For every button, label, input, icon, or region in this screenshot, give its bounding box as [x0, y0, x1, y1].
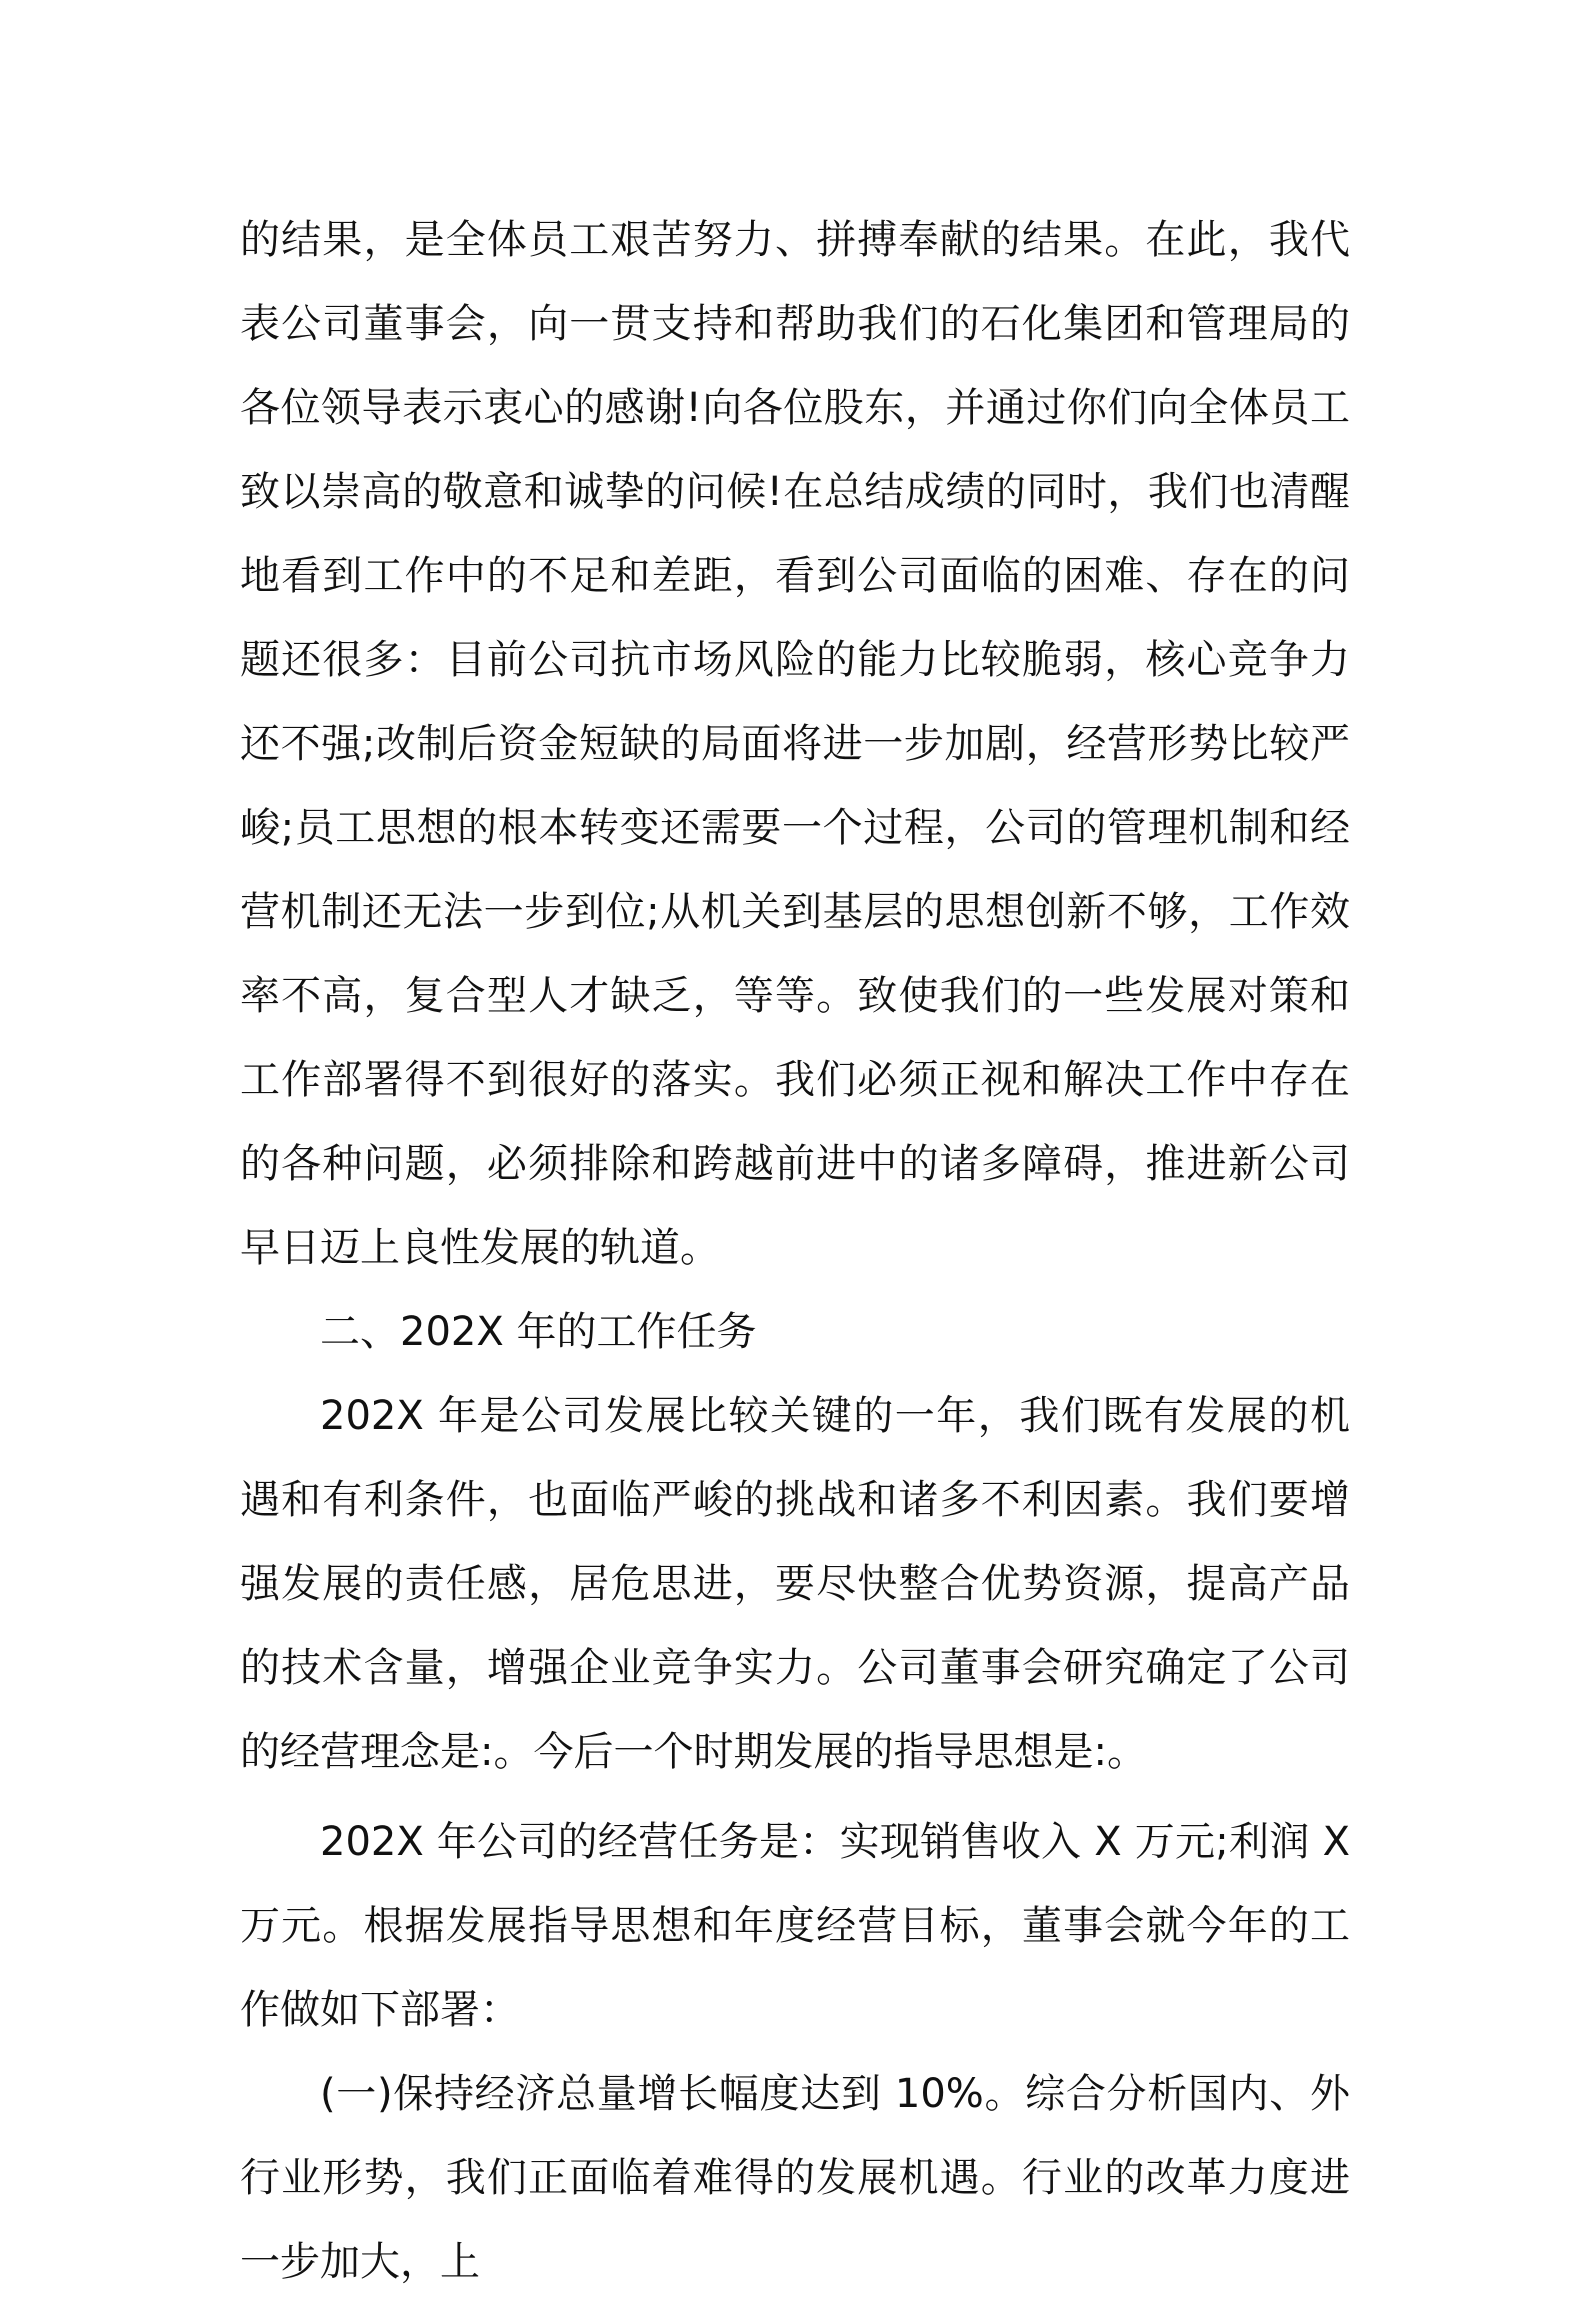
document-body — [240, 198, 1350, 2304]
paragraph-business-tasks: 202X 年公司的经营任务是：实现销售收入 X 万元;利润 X 万元。根据发展指导思想和年度经营目标，董事会就今年的工作做如下部署： — [240, 1819, 1350, 2033]
paragraph-key-year: 202X 年是公司发展比较关键的一年，我们既有发展的机遇和有利条件，也面临严峻的挑战和诸多不利因素。我们要增强发展的责任感，居危思进，要尽快整合优势资源，提高产品的技术含量，增强企业竞争实力。公司董事会研究确定了公司的经营理念是:。今后一个时期发展的指导思想是:。 — [240, 1393, 1350, 1775]
paragraph-growth-target: (一)保持经济总量增长幅度达到 10%。综合分析国内、外行业形势，我们正面临着难得的发展机遇。行业的改革力度进一步加大，上 — [240, 2071, 1350, 2285]
section-heading-work-tasks: 二、202X 年的工作任务 — [320, 1309, 757, 1355]
paragraph-summary-continuation: 的结果，是全体员工艰苦努力、拼搏奉献的结果。在此，我代表公司董事会，向一贯支持和帮助我们的石化集团和管理局的各位领导表示衷心的感谢!向各位股东，并通过你们向全体员工致以崇高的敬意和诚挚的问候!在总结成绩的同时，我们也清醒地看到工作中的不足和差距，看到公司面临的困难、存在的问题还很多：目前公司抗市场风险的能力比较脆弱，核心竞争力还不强;改制后资金短缺的局面将进一步加剧，经营形势比较严峻;员工思想的根本转变还需要一个过程，公司的管理机制和经营机制还无法一步到位;从机关到基层的思想创新不够，工作效率不高，复合型人才缺乏，等等。致使我们的一些发展对策和工作部署得不到很好的落实。我们必须正视和解决工作中存在的各种问题，必须排除和跨越前进中的诸多障碍，推进新公司早日迈上良性发展的轨道。 — [240, 217, 1350, 1271]
